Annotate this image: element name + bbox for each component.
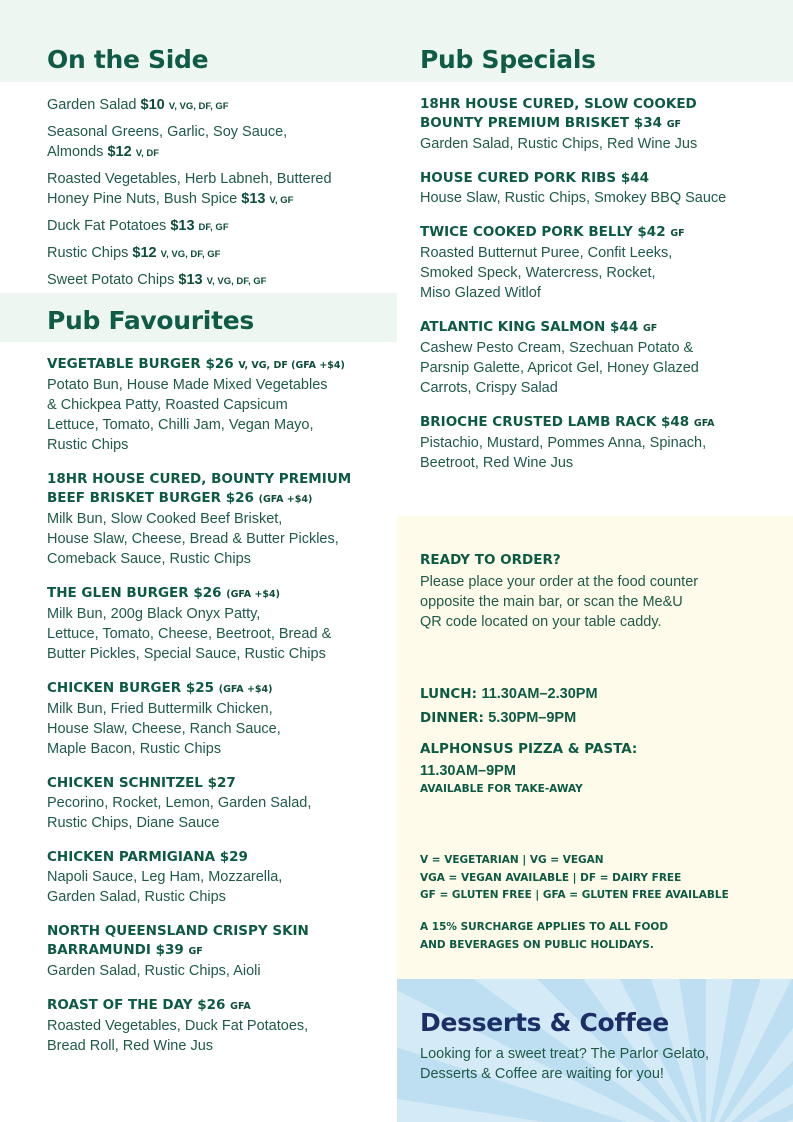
list-item: Duck Fat Potatoes $13 DF, GF bbox=[47, 218, 229, 234]
desserts-heading: Desserts & Coffee bbox=[420, 1008, 669, 1037]
menu-item: CHICKEN PARMIGIANA $29 Napoli Sauce, Leg Ham, Mozzarella, Garden Salad, Rustic Chips bbox=[47, 849, 283, 905]
dinner-hours: DINNER: 5.30PM–9PM bbox=[420, 710, 577, 726]
list-item: Rustic Chips $12 V, VG, DF, GF bbox=[47, 245, 221, 261]
lunch-hours: LUNCH: 11.30AM–2.30PM bbox=[420, 686, 598, 702]
on-the-side-list bbox=[47, 95, 382, 292]
menu-item: CHICKEN BURGER $25 (GFA +$4) Milk Bun, Fried Buttermilk Chicken, House Slaw, Cheese, Ranch Sauce, Maple Bacon, Rustic Chips bbox=[47, 680, 281, 757]
menu-item: TWICE COOKED PORK BELLY $42 GF Roasted Butternut Puree, Confit Leeks, Smoked Speck, Watercress, Rocket, Miso Glazed Witlof bbox=[420, 224, 685, 301]
menu-item: NORTH QUEENSLAND CRISPY SKIN BARRAMUNDI $39 GF Garden Salad, Rustic Chips, Aioli bbox=[47, 923, 309, 979]
dietary-legend: V = VEGETARIAN | VG = VEGAN VGA = VEGAN AVAILABLE | DF = DAIRY FREE GF = GLUTEN FREE | GFA = GLUTEN FREE AVAILABLE bbox=[420, 854, 729, 901]
ready-label: READY TO ORDER? bbox=[420, 552, 561, 568]
menu-item: ROAST OF THE DAY $26 GFA Roasted Vegetables, Duck Fat Potatoes, Bread Roll, Red Wine Jus bbox=[47, 997, 309, 1054]
menu-item: ATLANTIC KING SALMON $44 GF Cashew Pesto Cream, Szechuan Potato & Parsnip Galette, Apricot Gel, Honey Glazed Carrots, Crispy Salad bbox=[420, 319, 699, 396]
menu-item: 18HR HOUSE CURED, BOUNTY PREMIUM BEEF BRISKET BURGER $26 (GFA +$4) Milk Bun, Slow Cooked Beef Brisket, House Slaw, Cheese, Bread & Butter Pickles, Comeback Sauce, Rustic Chips bbox=[47, 471, 352, 567]
pub-specials-heading: Pub Specials bbox=[420, 45, 596, 74]
list-item: Roasted Vegetables, Herb Labneh, Buttered Honey Pine Nuts, Bush Spice $13 V, GF bbox=[47, 171, 332, 207]
menu-item: 18HR HOUSE CURED, SLOW COOKED BOUNTY PREMIUM BRISKET $34 GF Garden Salad, Rustic Chips, Red Wine Jus bbox=[420, 96, 698, 152]
list-item: Seasonal Greens, Garlic, Soy Sauce, Almonds $12 V, DF bbox=[47, 124, 288, 160]
menu-item: BRIOCHE CRUSTED LAMB RACK $48 GFA Pistachio, Mustard, Pommes Anna, Spinach, Beetroot, Red Wine Jus bbox=[420, 414, 715, 471]
ready-text: Please place your order at the food counter opposite the main bar, or scan the Me&U QR code located on your table caddy. bbox=[420, 574, 699, 630]
desserts-text: Looking for a sweet treat? The Parlor Gelato, Desserts & Coffee are waiting for you! bbox=[420, 1046, 710, 1082]
opening-hours bbox=[420, 685, 765, 799]
menu-item: HOUSE CURED PORK RIBS $44 House Slaw, Rustic Chips, Smokey BBQ Sauce bbox=[420, 170, 727, 206]
takeaway-note: AVAILABLE FOR TAKE-AWAY bbox=[420, 783, 583, 795]
list-item: Garden Salad $10 V, VG, DF, GF bbox=[47, 97, 229, 113]
pub-specials-list bbox=[420, 95, 765, 473]
ready-to-order bbox=[420, 552, 765, 632]
menu-item: CHICKEN SCHNITZEL $27 Pecorino, Rocket, Lemon, Garden Salad, Rustic Chips, Diane Sauce bbox=[47, 775, 312, 831]
pizza-label: ALPHONSUS PIZZA & PASTA: bbox=[420, 741, 638, 757]
menu-item: THE GLEN BURGER $26 (GFA +$4) Milk Bun, 200g Black Onyx Patty, Lettuce, Tomato, Cheese, Beetroot, Bread & Butter Pickles, Special Sauce, Rustic Chips bbox=[47, 585, 332, 662]
list-item: Sweet Potato Chips $13 V, VG, DF, GF bbox=[47, 272, 267, 288]
surcharge-note: A 15% SURCHARGE APPLIES TO ALL FOOD AND BEVERAGES ON PUBLIC HOLIDAYS. bbox=[420, 921, 669, 951]
pub-favourites-list bbox=[47, 355, 382, 1056]
pub-favourites-heading: Pub Favourites bbox=[47, 306, 254, 335]
menu-item: VEGETABLE BURGER $26 V, VG, DF (GFA +$4) Potato Bun, House Made Mixed Vegetables & Chickpea Patty, Roasted Capsicum Lettuce, Tomato, Chilli Jam, Vegan Mayo, Rustic Chips bbox=[47, 356, 345, 453]
pizza-time: 11.30AM–9PM bbox=[420, 763, 516, 779]
on-the-side-heading: On the Side bbox=[47, 45, 209, 74]
